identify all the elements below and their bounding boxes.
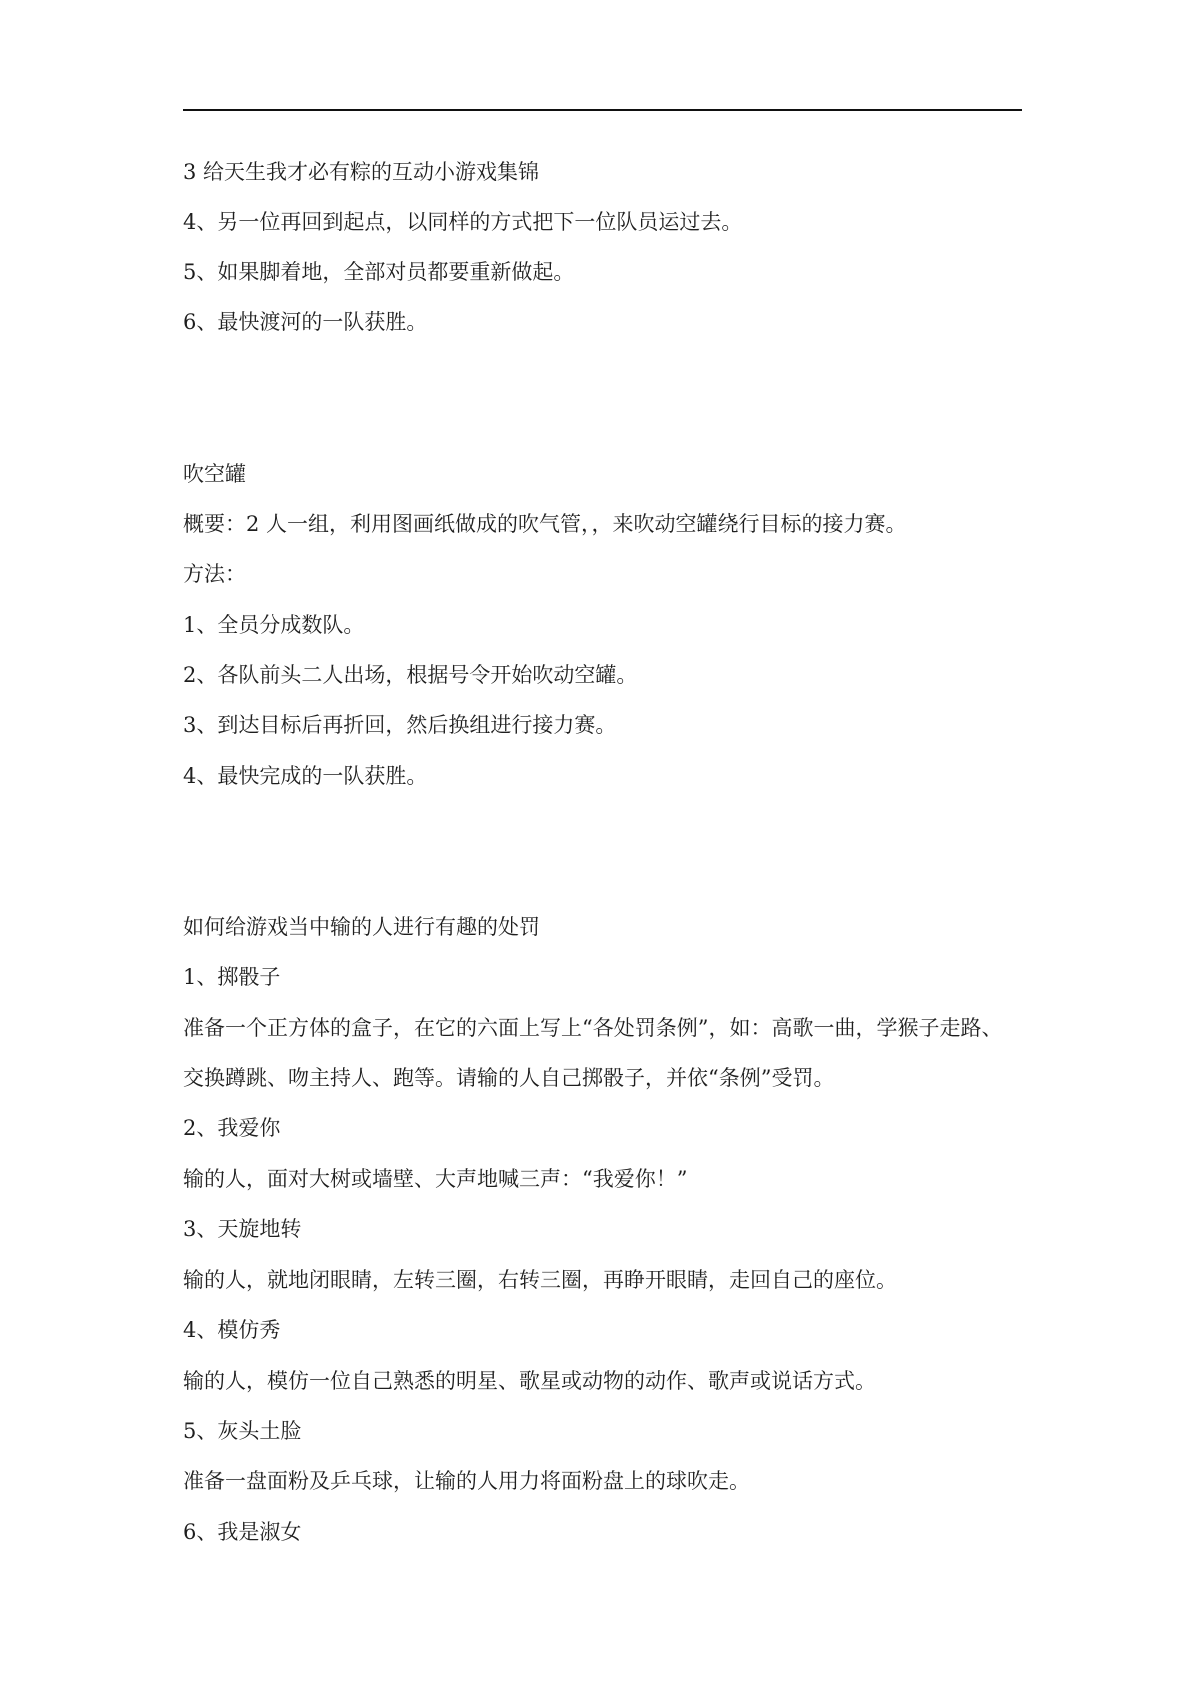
step-line: 3、到达目标后再折回，然后换组进行接力赛。: [183, 713, 617, 737]
penalty-name: 2、我爱你: [183, 1116, 281, 1140]
step-line: 2、各队前头二人出场，根据号令开始吹动空罐。: [183, 663, 638, 687]
step-line: 5、如果脚着地，全部对员都要重新做起。: [183, 260, 575, 284]
method-label: 方法：: [183, 562, 246, 586]
penalty-name: 5、灰头土脸: [183, 1419, 302, 1443]
penalty-description: 准备一盘面粉及乒乓球，让输的人用力将面粉盘上的球吹走。: [183, 1469, 750, 1493]
step-line: 4、最快完成的一队获胜。: [183, 764, 428, 788]
penalty-description: 交换蹲跳、吻主持人、跑等。请输的人自己掷骰子，并依“条例”受罚。: [183, 1066, 835, 1090]
penalty-name: 4、模仿秀: [183, 1318, 281, 1342]
penalty-description: 准备一个正方体的盒子，在它的六面上写上“各处罚条例”，如：高歌一曲，学猴子走路、: [183, 1016, 1003, 1040]
penalty-name: 1、掷骰子: [183, 965, 281, 989]
penalty-description: 输的人，就地闭眼睛，左转三圈，右转三圈，再睁开眼睛，走回自己的座位。: [183, 1268, 897, 1292]
game-summary: 概要：2 人一组，利用图画纸做成的吹气管，，来吹动空罐绕行目标的接力赛。: [183, 512, 907, 536]
penalty-name: 3、天旋地转: [183, 1217, 302, 1241]
step-line: 4、另一位再回到起点，以同样的方式把下一位队员运过去。: [183, 210, 743, 234]
step-line: 6、最快渡河的一队获胜。: [183, 310, 428, 334]
header-rule: [183, 109, 1022, 111]
step-line: 1、全员分成数队。: [183, 613, 365, 637]
section-title: 如何给游戏当中输的人进行有趣的处罚: [183, 915, 540, 939]
game-title: 吹空罐: [183, 462, 246, 486]
penalty-name: 6、我是淑女: [183, 1520, 302, 1544]
penalty-description: 输的人，模仿一位自己熟悉的明星、歌星或动物的动作、歌声或说话方式。: [183, 1369, 876, 1393]
penalty-description: 输的人，面对大树或墙壁、大声地喊三声：“我爱你！”: [183, 1167, 688, 1191]
section-heading: 3 给天生我才必有粽的互动小游戏集锦: [183, 160, 540, 184]
